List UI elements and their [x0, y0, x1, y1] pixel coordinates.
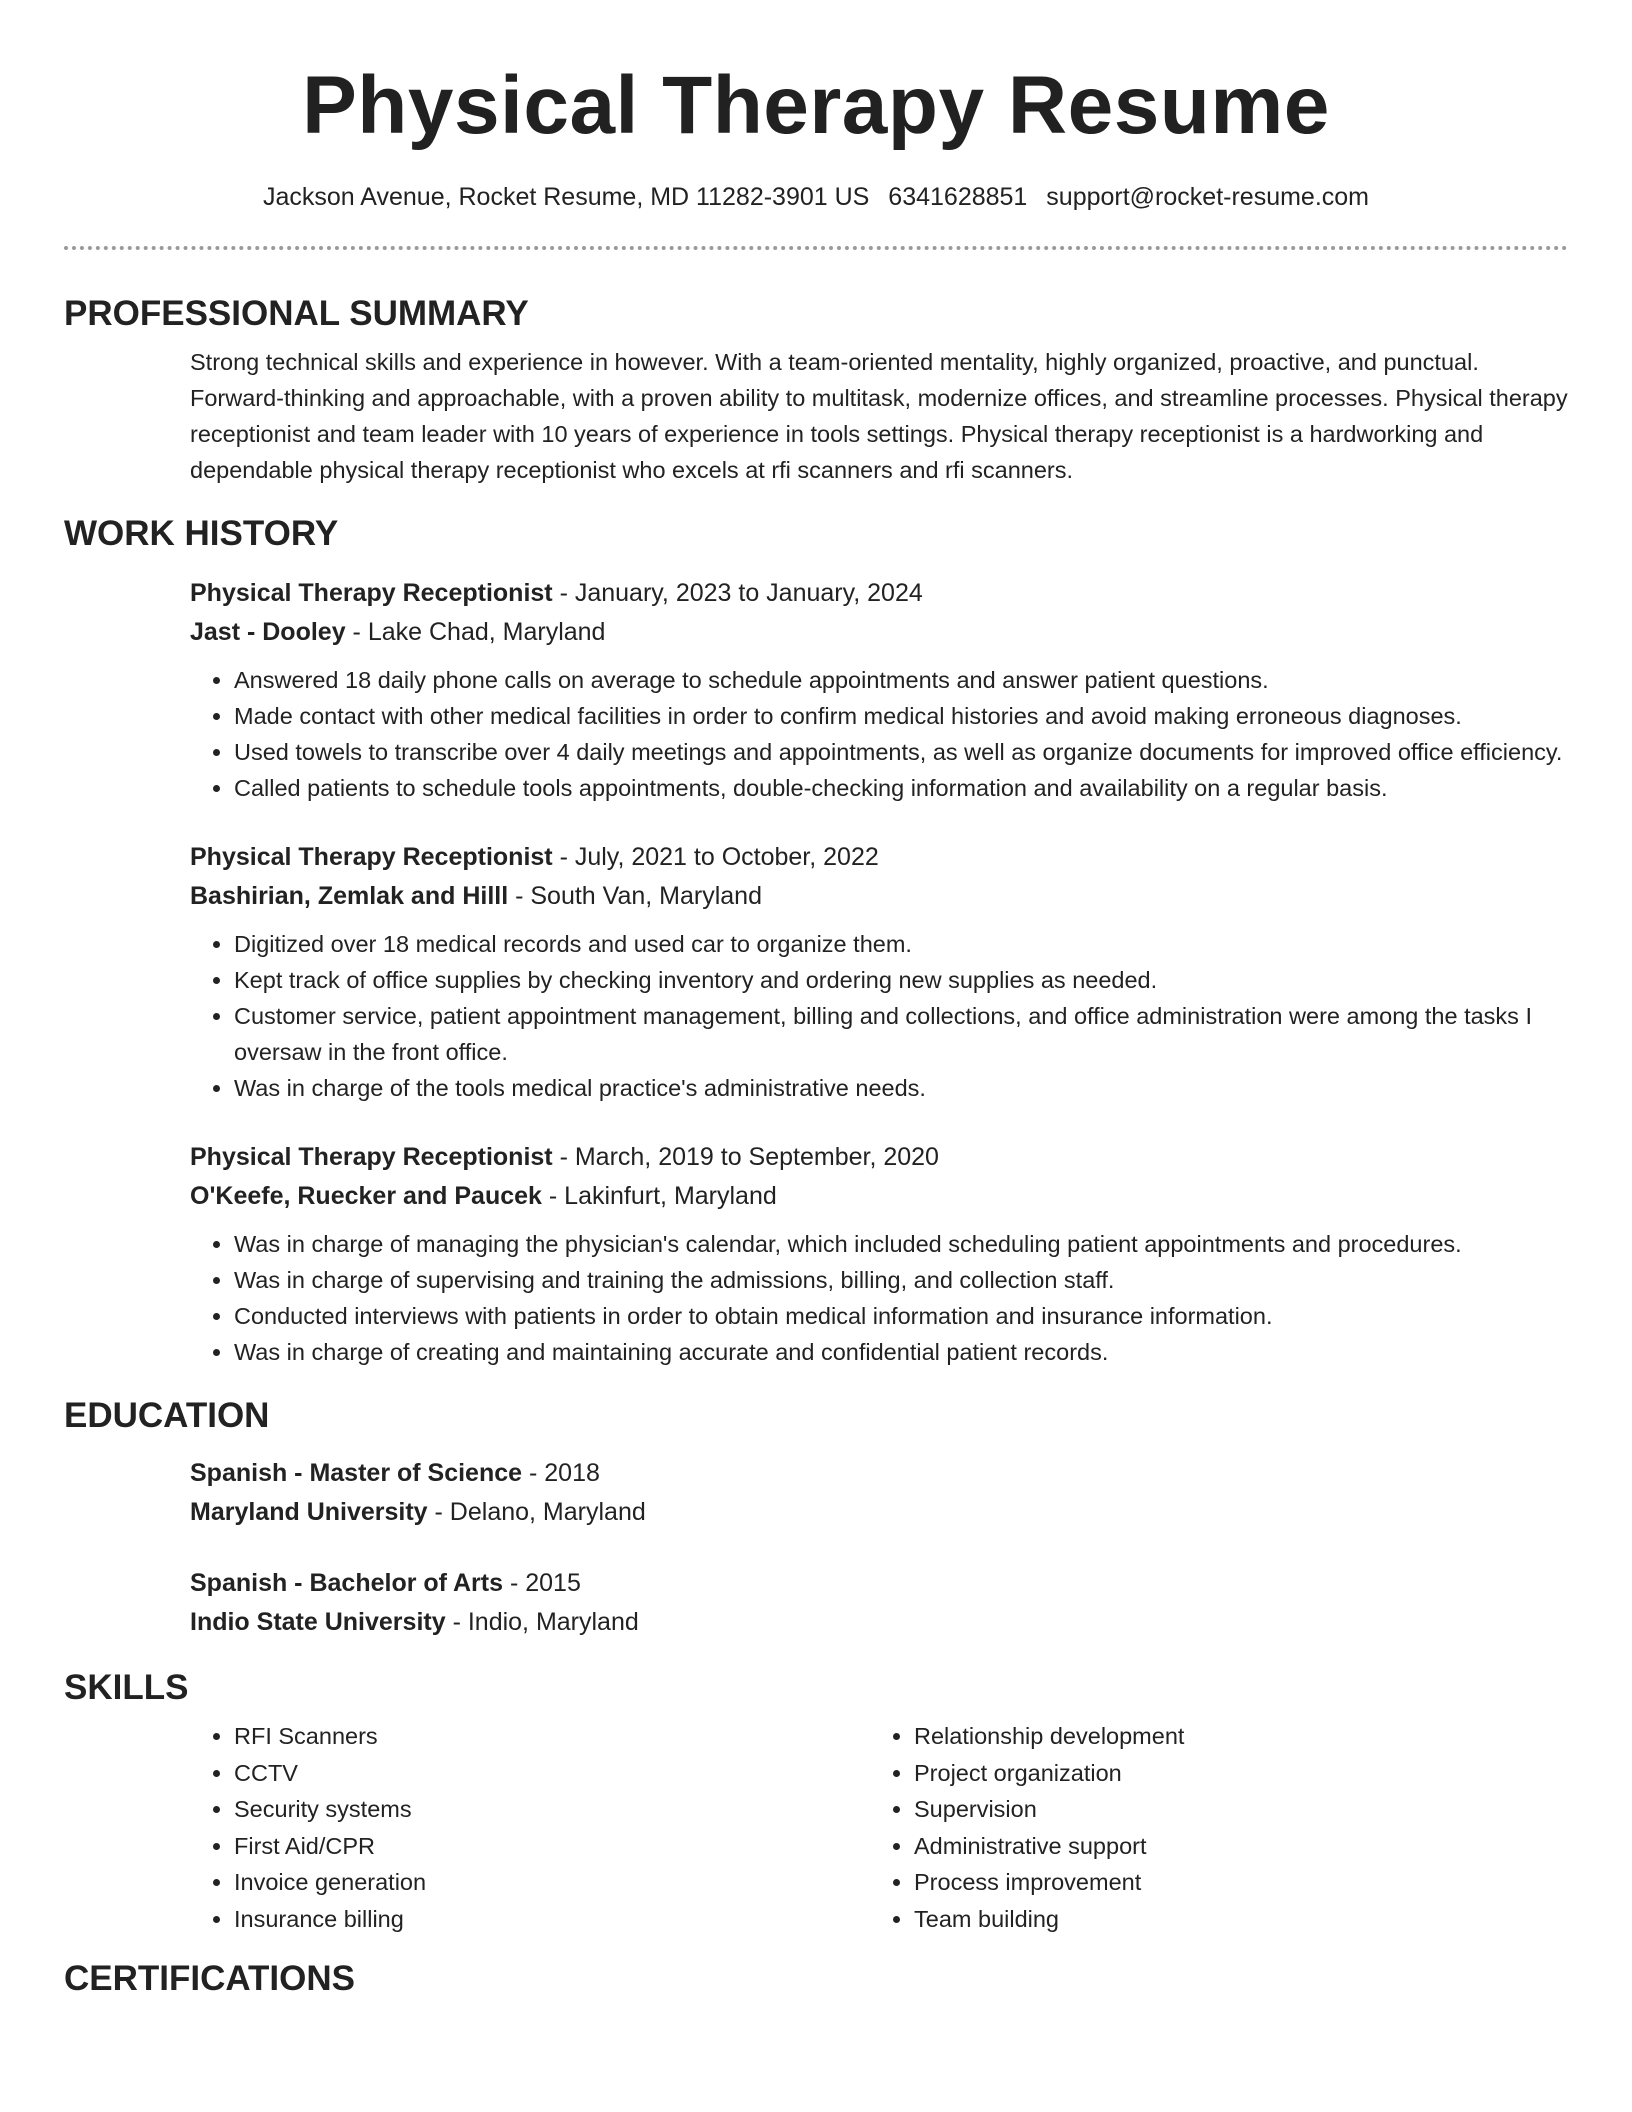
skill-item: • Insurance billing — [234, 1901, 870, 1938]
job-bullet: • Was in charge of the tools medical practice's administrative needs. — [234, 1070, 1568, 1106]
education-school-line — [190, 1603, 1568, 1642]
job-location: - Lake Chad, Maryland — [345, 618, 606, 646]
education-school-line — [190, 1493, 1568, 1532]
job-entry — [190, 1138, 1568, 1370]
job-entry — [190, 574, 1568, 806]
work-history-section — [64, 512, 1568, 1370]
job-bullet: • Was in charge of supervising and training the admissions, billing, and collection staff. — [234, 1262, 1568, 1298]
job-bullet: • Called patients to schedule tools appointments, double-checking information and availability on a regular basis. — [234, 770, 1568, 806]
job-company-line — [190, 613, 1568, 652]
resume-title: Physical Therapy Resume — [302, 60, 1330, 151]
certifications-section — [64, 1957, 1568, 2001]
skills-section — [64, 1666, 1568, 1937]
skill-item: • Project organization — [914, 1755, 1550, 1792]
contact-phone: 6341628851 — [888, 183, 1028, 211]
skills-heading: SKILLS — [64, 1668, 189, 1707]
skill-item: • Process improvement — [914, 1864, 1550, 1901]
skill-item: • CCTV — [234, 1755, 870, 1792]
job-entry — [190, 838, 1568, 1106]
skill-item: • Administrative support — [914, 1828, 1550, 1865]
job-bullet: • Used towels to transcribe over 4 daily meetings and appointments, as well as organize documents for improved office efficiency. — [234, 734, 1568, 770]
skill-item: • Relationship development — [914, 1718, 1550, 1755]
job-bullet: • Was in charge of creating and maintaining accurate and confidential patient records. — [234, 1334, 1568, 1370]
job-role: Physical Therapy Receptionist — [190, 1143, 553, 1171]
work-history-heading: WORK HISTORY — [64, 514, 339, 553]
job-company: Jast - Dooley — [190, 618, 346, 646]
job-dates: - March, 2019 to September, 2020 — [552, 1143, 939, 1171]
job-bullet: • Conducted interviews with patients in order to obtain medical information and insurance information. — [234, 1298, 1568, 1334]
education-heading: EDUCATION — [64, 1396, 270, 1435]
job-bullet: • Made contact with other medical facilities in order to confirm medical histories and avoid making erroneous diagnoses. — [234, 698, 1568, 734]
job-dates: - January, 2023 to January, 2024 — [552, 579, 923, 607]
skills-columns — [190, 1718, 1568, 1937]
contact-address: Jackson Avenue, Rocket Resume, MD 11282-3901 US — [262, 183, 870, 211]
job-bullet: • Kept track of office supplies by checking inventory and ordering new supplies as needed. — [234, 962, 1568, 998]
skills-list-right — [870, 1718, 1550, 1937]
job-location: - Lakinfurt, Maryland — [541, 1182, 777, 1210]
contact-line — [64, 182, 1568, 212]
job-bullets — [190, 926, 1568, 1106]
job-dates: - July, 2021 to October, 2022 — [552, 843, 879, 871]
job-title-line — [190, 574, 1568, 613]
job-company: O'Keefe, Ruecker and Paucek — [190, 1182, 542, 1210]
summary-heading: PROFESSIONAL SUMMARY — [64, 294, 529, 333]
education-year: - 2018 — [522, 1459, 600, 1487]
skill-item: • Security systems — [234, 1791, 870, 1828]
education-school: Indio State University — [190, 1608, 446, 1636]
skill-item: • RFI Scanners — [234, 1718, 870, 1755]
job-bullet: • Answered 18 daily phone calls on average to schedule appointments and answer patient questions. — [234, 662, 1568, 698]
education-degree: Spanish - Master of Science — [190, 1459, 523, 1487]
skill-item: • Supervision — [914, 1791, 1550, 1828]
job-bullets — [190, 1226, 1568, 1370]
job-company: Bashirian, Zemlak and Hilll — [190, 882, 509, 910]
education-degree: Spanish - Bachelor of Arts — [190, 1569, 504, 1597]
education-year: - 2015 — [503, 1569, 581, 1597]
summary-text: Strong technical skills and experience in however. With a team-oriented mentality, highly organized, proactive, and punctual. Forward-thinking and approachable, with a proven ability to multitask, modernize offices, and streamline processes. Physical therapy receptionist and team leader with 10 years of experience in tools settings. Physical therapy receptionist is a hardworking and dependable physical therapy receptionist who excels at rfi scanners and rfi scanners. — [190, 349, 1568, 483]
job-bullet: • Digitized over 18 medical records and used car to organize them. — [234, 926, 1568, 962]
job-bullet: • Customer service, patient appointment management, billing and collections, and office administration were among the tasks I oversaw in the front office. — [234, 998, 1568, 1070]
education-entry — [190, 1564, 1568, 1642]
education-degree-line — [190, 1454, 1568, 1493]
skill-item: • First Aid/CPR — [234, 1828, 870, 1865]
job-role: Physical Therapy Receptionist — [190, 843, 553, 871]
education-section — [64, 1394, 1568, 1642]
job-bullet: • Was in charge of managing the physician's calendar, which included scheduling patient appointments and procedures. — [234, 1226, 1568, 1262]
education-location: - Indio, Maryland — [445, 1608, 639, 1636]
job-title-line — [190, 1138, 1568, 1177]
education-degree-line — [190, 1564, 1568, 1603]
education-entry — [190, 1454, 1568, 1532]
job-title-line — [190, 838, 1568, 877]
job-role: Physical Therapy Receptionist — [190, 579, 553, 607]
education-school: Maryland University — [190, 1498, 428, 1526]
job-company-line — [190, 877, 1568, 916]
summary-section — [64, 292, 1568, 488]
education-location: - Delano, Maryland — [427, 1498, 646, 1526]
skills-list-left — [190, 1718, 870, 1937]
skill-item: • Team building — [914, 1901, 1550, 1938]
job-bullets — [190, 662, 1568, 806]
certifications-heading: CERTIFICATIONS — [64, 1959, 356, 1998]
contact-email: support@rocket-resume.com — [1046, 183, 1370, 211]
header-divider — [64, 246, 1568, 250]
job-company-line — [190, 1177, 1568, 1216]
job-location: - South Van, Maryland — [508, 882, 762, 910]
skill-item: • Invoice generation — [234, 1864, 870, 1901]
